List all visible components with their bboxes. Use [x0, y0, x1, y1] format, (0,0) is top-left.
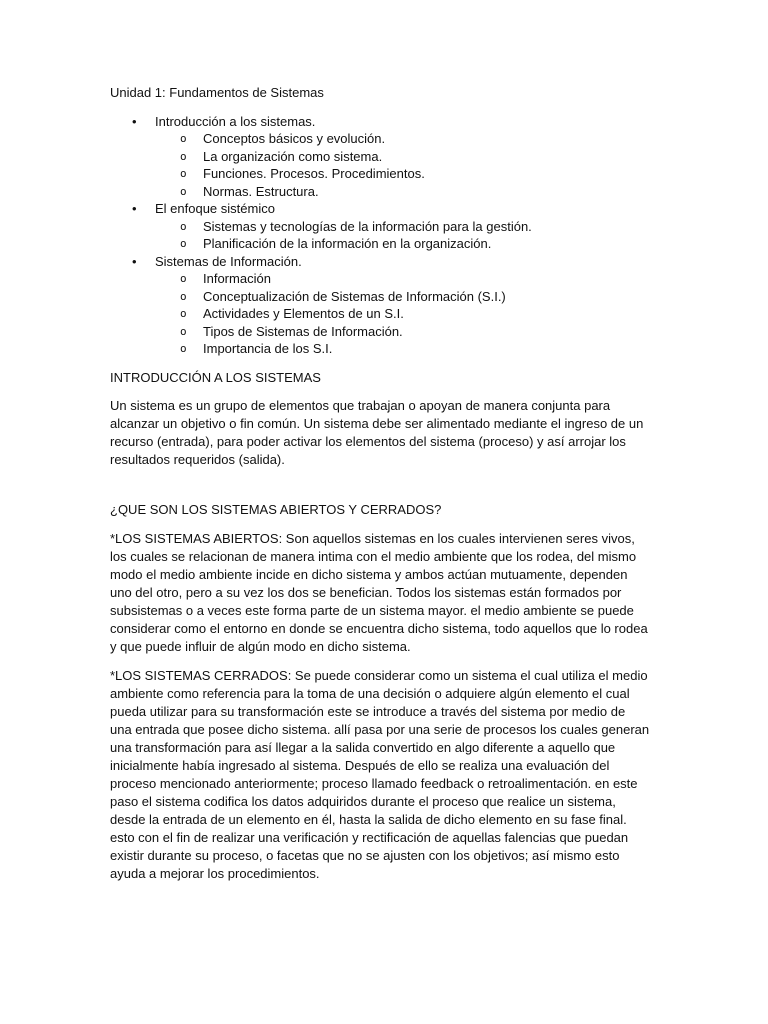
outline-subitem-label: Normas. Estructura.	[203, 183, 319, 199]
bullet-icon: •	[132, 113, 137, 129]
sub-bullet-icon: o	[180, 324, 187, 338]
outline-subitem	[155, 183, 650, 201]
outline-subitem-label: La organización como sistema.	[203, 148, 383, 164]
outline-subitem-label: Información	[203, 271, 271, 286]
topic-outline	[110, 113, 650, 358]
outline-subitem-label: Funciones. Procesos. Procedimientos.	[203, 166, 425, 181]
sub-bullet-icon: o	[180, 184, 187, 198]
outline-item-label: Sistemas de Información.	[155, 253, 302, 269]
intro-paragraph: Un sistema es un grupo de elementos que trabajan o apoyan de manera conjunta para alcanzar un objetivo o fin común. Un sistema debe ser alimentado mediante el ingreso de un recurso (entrada), para poder activar los elementos del sistema (proceso) y así arrojar los resultados requeridos (salida).	[110, 398, 644, 467]
bullet-icon: •	[132, 253, 137, 269]
outline-subitem	[155, 218, 650, 236]
outline-subitem	[155, 305, 650, 323]
bullet-icon: •	[132, 201, 137, 216]
outline-subitem	[155, 323, 650, 341]
outline-sublist	[155, 218, 650, 253]
section-heading: INTRODUCCIÓN A LOS SISTEMAS	[110, 369, 321, 385]
closed-systems-paragraph: *LOS SISTEMAS CERRADOS: Se puede considerar como un sistema el cual utiliza el medio ambiente como referencia para la toma de una decisión o adquiere algún elemento el cual pueda utilizar para su transformación este se introduce a través del sistema por medio de una entrada que posee dicho sistema. allí pasa por una serie de procesos los cuales generan una transformación para así llegar a la salida convertido en algo diferente a aquello que inicialmente había ingresado al sistema. Después de ello se realiza una evaluación del proceso mencionado anteriormente; proceso llamado feedback o retroalimentación. en este paso el sistema codifica los datos adquiridos durante el proceso que realice un sistema, desde la entrada de un elemento en él, hasta la salida de dicho elemento en su fase final. esto con el fin de realizar una verificación y rectificación de aquellas falencias que puedan existir durante su proceso, o facetas que no se ajusten con los objetivos; así mismo esto ayuda a mejorar los procedimientos.	[110, 667, 650, 881]
sub-bullet-icon: o	[180, 272, 187, 285]
outline-subitem-label: Sistemas y tecnologías de la información para la gestión.	[203, 218, 532, 234]
outline-item	[110, 113, 650, 201]
sub-bullet-icon: o	[180, 167, 187, 180]
sub-bullet-icon: o	[180, 219, 187, 233]
sub-bullet-icon: o	[180, 307, 187, 320]
outline-subitem-label: Tipos de Sistemas de Información.	[203, 323, 403, 339]
question-heading: ¿QUE SON LOS SISTEMAS ABIERTOS Y CERRADOS?	[110, 502, 442, 517]
sub-bullet-icon: o	[180, 237, 187, 250]
document-title: Unidad 1: Fundamentos de Sistemas	[110, 85, 324, 100]
outline-subitem	[155, 165, 650, 183]
outline-item	[110, 253, 650, 358]
outline-subitem	[155, 340, 650, 358]
outline-subitem	[155, 235, 650, 253]
open-systems-paragraph: *LOS SISTEMAS ABIERTOS: Son aquellos sistemas en los cuales intervienen seres vivos, los cuales se relacionan de manera intima con el medio ambiente que los rodea, del mismo modo el medio ambiente incide en dicho sistema y ambos actúan mutuamente, dependen uno del otro, pero a su vez los dos se benefician. Todos los sistemas están formados por subsistemas o a veces este forma parte de un sistema mayor. el medio ambiente se puede considerar como el entorno en donde se encuentra dicho sistema, todo aquellos que lo rodea y que puede influir de algún modo en dicho sistema.	[110, 530, 648, 654]
sub-bullet-icon: o	[180, 289, 187, 303]
outline-sublist	[155, 130, 650, 200]
outline-subitem	[155, 270, 650, 288]
outline-sublist	[155, 270, 650, 358]
outline-subitem-label: Conceptos básicos y evolución.	[203, 131, 386, 146]
document-content	[110, 84, 650, 894]
outline-subitem	[155, 148, 650, 166]
sub-bullet-icon: o	[180, 342, 187, 355]
outline-subitem-label: Importancia de los S.I.	[203, 341, 333, 356]
outline-subitem	[155, 130, 650, 148]
outline-subitem-label: Actividades y Elementos de un S.I.	[203, 306, 404, 321]
sub-bullet-icon: o	[180, 149, 187, 163]
sub-bullet-icon: o	[180, 132, 187, 145]
outline-subitem-label: Conceptualización de Sistemas de Información (S.I.)	[203, 288, 506, 304]
outline-item-label: El enfoque sistémico	[155, 201, 275, 216]
outline-subitem	[155, 288, 650, 306]
outline-item-label: Introducción a los sistemas.	[155, 113, 316, 129]
outline-item	[110, 200, 650, 253]
outline-subitem-label: Planificación de la información en la organización.	[203, 236, 492, 251]
